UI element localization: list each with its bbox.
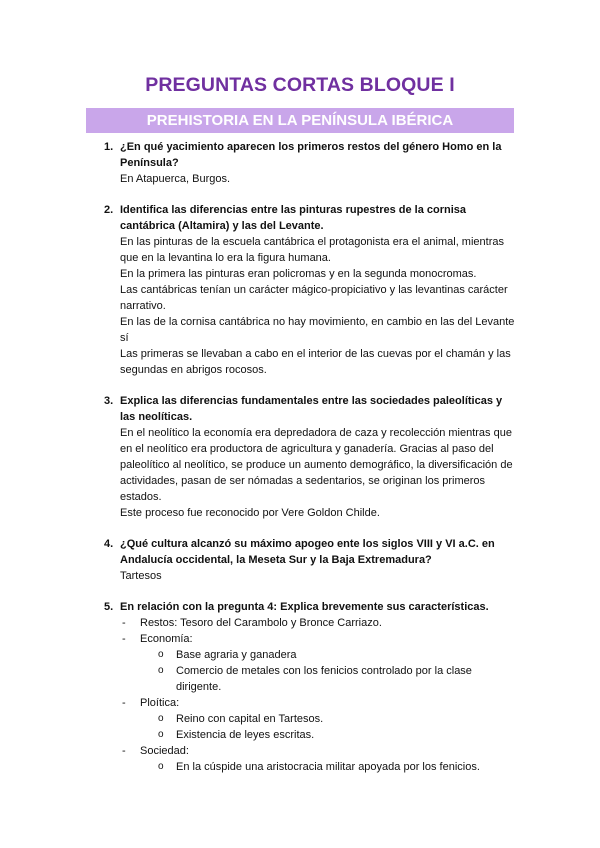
list-item bbox=[0, 695, 600, 711]
question-2 bbox=[0, 202, 600, 378]
sub-list-item-label: Comercio de metales con los fenicios controlado por la clase dirigente. bbox=[176, 665, 472, 693]
list-item-label: Sociedad: bbox=[140, 745, 189, 757]
question-text: Identifica las diferencias entre las pinturas rupestres de la cornisa cantábrica (Altamira) y las del Levante. bbox=[120, 204, 467, 232]
answer-line: En Atapuerca, Burgos. bbox=[120, 173, 231, 185]
dash-bullet: - bbox=[122, 697, 126, 709]
circle-bullet: o bbox=[158, 729, 164, 740]
sub-list-item-label: Base agraria y ganadera bbox=[176, 649, 297, 661]
list-item bbox=[0, 615, 600, 631]
question-text: En relación con la pregunta 4: Explica brevemente sus características. bbox=[120, 601, 489, 613]
question-number: 5. bbox=[104, 601, 114, 613]
answer-line: Las primeras se llevaban a cabo en el interior de las cuevas por el chamán y las segundas en abrigos rocosos. bbox=[120, 348, 511, 376]
answer-line: Tartesos bbox=[120, 570, 162, 582]
sub-list-item bbox=[0, 711, 600, 727]
question-text: Explica las diferencias fundamentales entre las sociedades paleolíticas y las neolíticas. bbox=[120, 395, 503, 423]
dash-bullet: - bbox=[122, 617, 126, 629]
list-item-label: Restos: Tesoro del Carambolo y Bronce Carriazo. bbox=[140, 617, 382, 629]
answer-line: En las pinturas de la escuela cantábrica el protagonista era el animal, mientras que en la levantina lo era la figura humana. bbox=[120, 236, 504, 264]
question-3 bbox=[0, 393, 600, 521]
page-title: PREGUNTAS CORTAS BLOQUE I bbox=[145, 74, 455, 96]
list-item-label: Economía: bbox=[140, 633, 193, 645]
question-number: 2. bbox=[104, 204, 114, 216]
circle-bullet: o bbox=[158, 713, 164, 724]
question-number: 3. bbox=[104, 395, 114, 407]
dash-bullet: - bbox=[122, 633, 126, 645]
sub-list-item-label: Reino con capital en Tartesos. bbox=[176, 713, 324, 725]
circle-bullet: o bbox=[158, 665, 164, 676]
question-1 bbox=[0, 139, 600, 187]
sub-list-item-label: En la cúspide una aristocracia militar apoyada por los fenicios. bbox=[176, 761, 480, 773]
answer-line: En la primera las pinturas eran policromas y en la segunda monocromas. bbox=[120, 268, 477, 280]
list-item bbox=[0, 743, 600, 759]
section-banner: PREHISTORIA EN LA PENÍNSULA IBÉRICA bbox=[86, 108, 514, 133]
question-text: ¿Qué cultura alcanzó su máximo apogeo ente los siglos VIII y VI a.C. en Andalucía occidental, la Meseta Sur y la Baja Extremadura? bbox=[120, 538, 495, 566]
dash-bullet: - bbox=[122, 745, 126, 757]
sub-list-item-label: Existencia de leyes escritas. bbox=[176, 729, 315, 741]
question-5 bbox=[0, 599, 600, 615]
sub-list-item bbox=[0, 727, 600, 743]
question-text: ¿En qué yacimiento aparecen los primeros restos del género Homo en la Península? bbox=[120, 141, 502, 169]
circle-bullet: o bbox=[158, 761, 164, 772]
answer-line: En el neolítico la economía era depredadora de caza y recolección mientras que en el neolítico era productora de agricultura y ganadería. Gracias al paso del paleolítico al neolítico, se produce un aumento demográfico, la diversificación de actividades, pasan de ser nómadas a sedentarios, se originan los primeros estados. bbox=[120, 427, 513, 503]
sub-list-item bbox=[0, 759, 600, 775]
answer-line: Este proceso fue reconocido por Vere Goldon Childe. bbox=[120, 507, 380, 519]
list-item bbox=[0, 631, 600, 647]
document-body bbox=[0, 139, 600, 775]
question-number: 1. bbox=[104, 141, 114, 153]
sub-list-item bbox=[0, 647, 600, 663]
question-number: 4. bbox=[104, 538, 114, 550]
answer-line: En las de la cornisa cantábrica no hay movimiento, en cambio en las del Levante sí bbox=[120, 316, 515, 344]
circle-bullet: o bbox=[158, 649, 164, 660]
question-4 bbox=[0, 536, 600, 584]
sub-list-item bbox=[0, 663, 600, 695]
list-item-label: Ploítica: bbox=[140, 697, 180, 709]
answer-line: Las cantábricas tenían un carácter mágico-propiciativo y las levantinas carácter narrativo. bbox=[120, 284, 508, 312]
